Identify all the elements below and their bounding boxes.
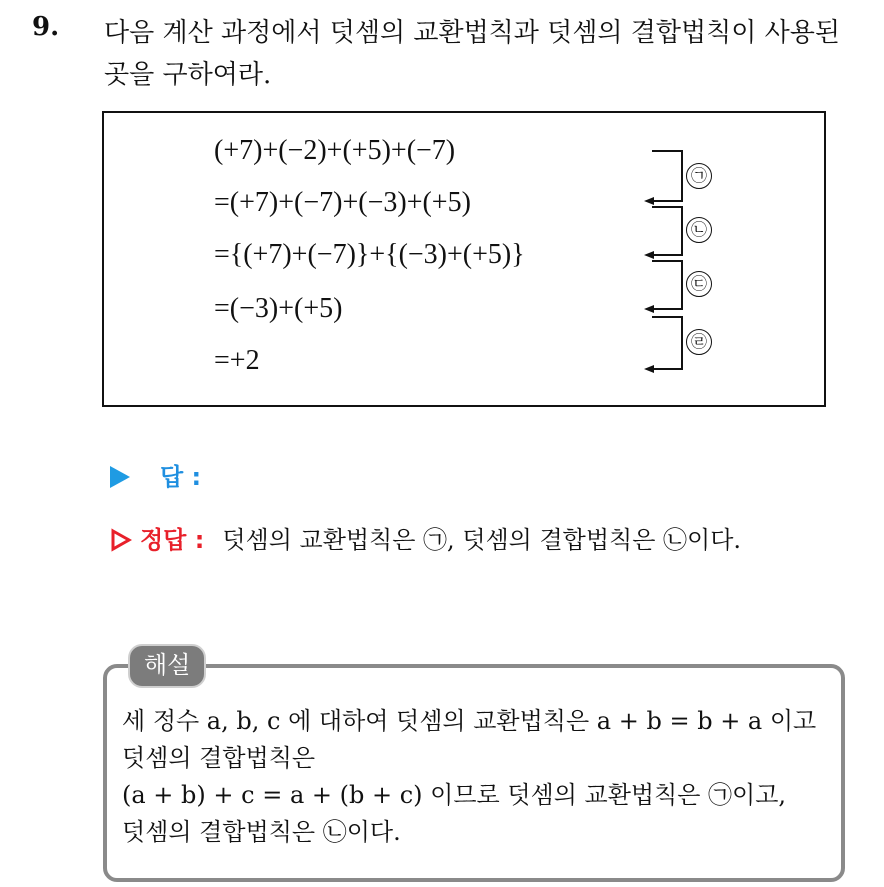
calc-step: ={(+7)+(−7)}+{(−3)+(+5)} bbox=[214, 239, 525, 270]
correct-text: 덧셈의 교환법칙은 ㉠, 덧셈의 결합법칙은 ㉡이다. bbox=[222, 526, 742, 554]
answer-label: 답 : bbox=[160, 463, 202, 491]
explanation-line: 덧셈의 결합법칙은 ㉡이다. bbox=[122, 818, 401, 846]
explanation-text bbox=[122, 703, 840, 851]
outline-triangle-icon bbox=[110, 528, 132, 552]
explanation-tab: 해설 bbox=[128, 644, 206, 688]
answer-row bbox=[110, 457, 201, 492]
explanation-line: 세 정수 a, b, c 에 대하여 덧셈의 교환법칙은 a + b = b + a 이고 bbox=[122, 707, 817, 735]
correct-label: 정답 : bbox=[140, 526, 205, 554]
explanation-line: 덧셈의 결합법칙은 bbox=[122, 744, 316, 772]
marker-rieul: ㉣ bbox=[686, 329, 712, 355]
step-brackets bbox=[104, 113, 824, 405]
play-triangle-icon bbox=[110, 466, 130, 488]
calc-step: (+7)+(−2)+(+5)+(−7) bbox=[214, 135, 456, 166]
marker-nieun: ㉡ bbox=[686, 217, 712, 243]
calculation-box bbox=[102, 111, 826, 407]
calc-step: =(+7)+(−7)+(−3)+(+5) bbox=[214, 187, 471, 218]
calc-step: =(−3)+(+5) bbox=[214, 293, 343, 324]
explanation-line: (a + b) + c = a + (b + c) 이므로 덧셈의 교환법칙은 ㉠이고, bbox=[122, 781, 787, 809]
question-number: 9. bbox=[32, 12, 60, 42]
calc-step: =+2 bbox=[214, 345, 260, 376]
question-text: 다음 계산 과정에서 덧셈의 교환법칙과 덧셈의 결합법칙이 사용된 곳을 구하여라. bbox=[104, 18, 840, 90]
marker-digeut: ㉢ bbox=[686, 271, 712, 297]
correct-answer-row bbox=[110, 520, 741, 555]
marker-giyeok: ㉠ bbox=[686, 163, 712, 189]
